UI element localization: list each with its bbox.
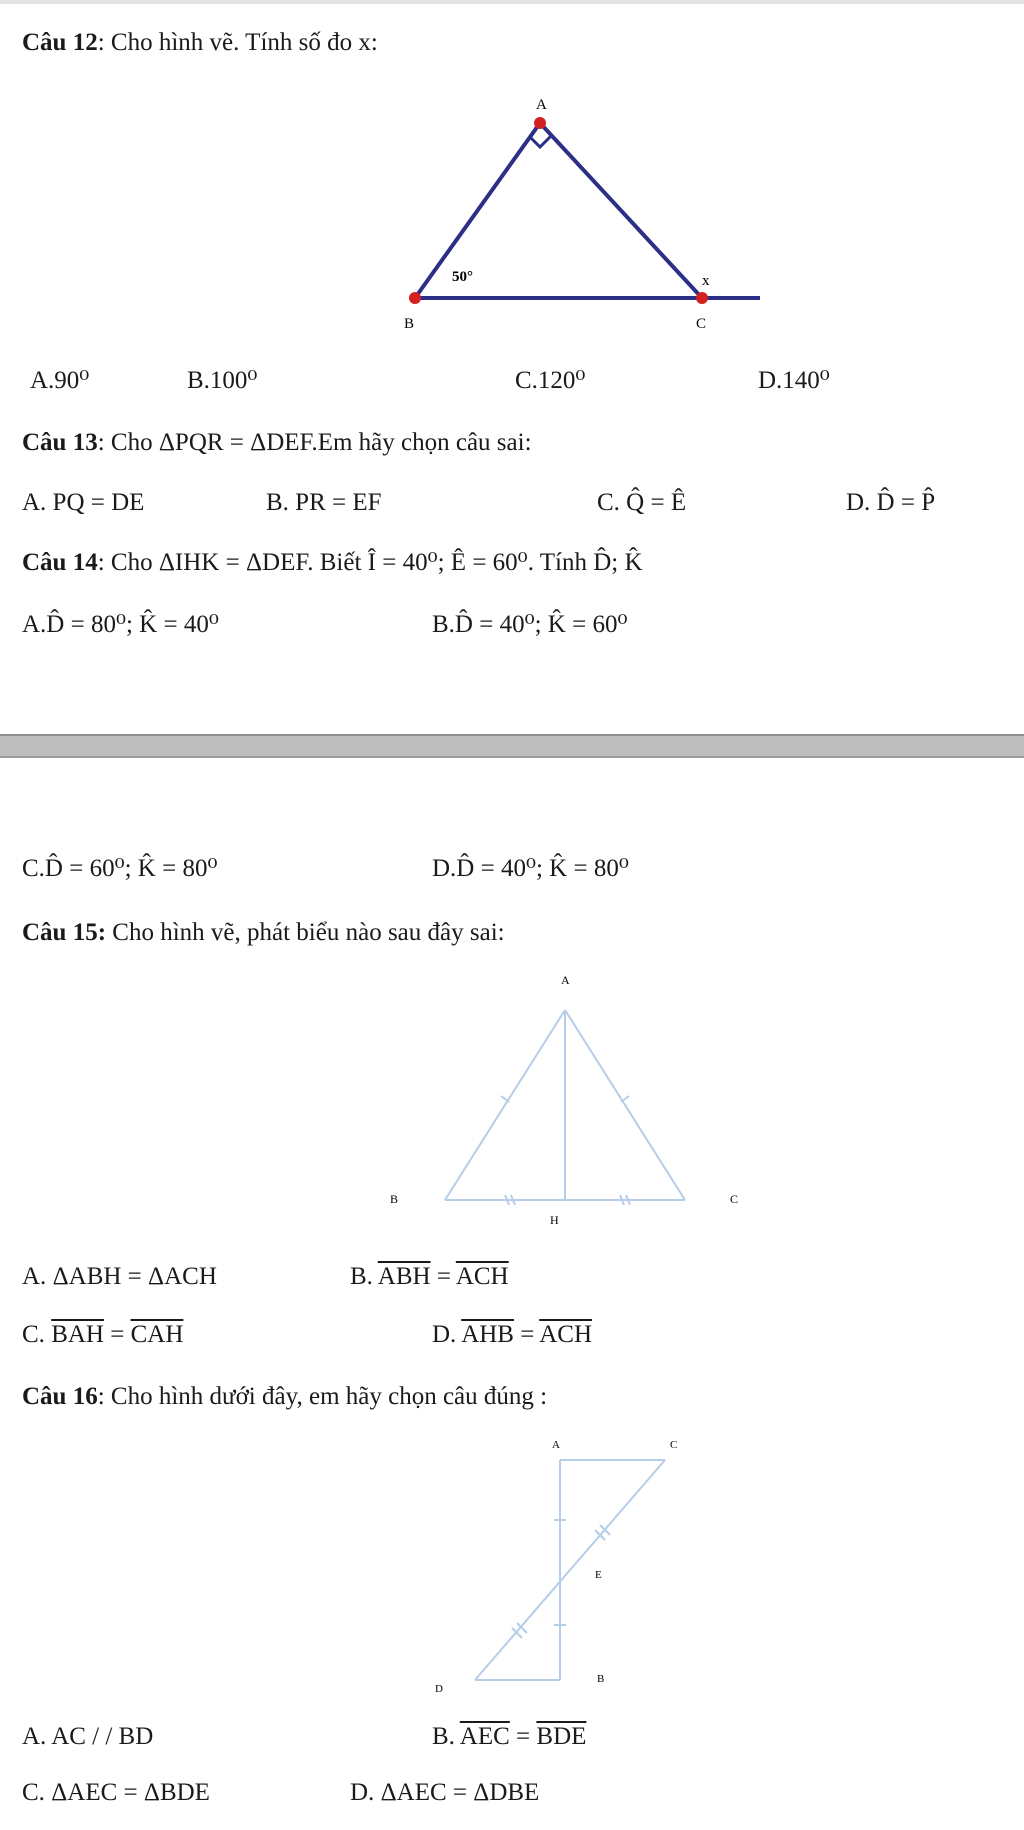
question-16-text: : Cho hình dưới đây, em hãy chọn câu đúng : bbox=[97, 1383, 548, 1410]
q15-option-d-eq: = bbox=[513, 1321, 540, 1348]
q15-option-d bbox=[432, 1320, 592, 1350]
question-12-label: Câu 12 bbox=[22, 29, 98, 56]
q13-option-c: C. Q̂ = Ê bbox=[597, 489, 687, 516]
q15-option-c bbox=[22, 1320, 183, 1350]
vertex-a-label: A bbox=[561, 973, 570, 987]
q12-option-a: A.90⁰ bbox=[30, 367, 90, 394]
q15-option-b-prefix: B. bbox=[350, 1263, 378, 1290]
vertex-b-label: B bbox=[597, 1673, 605, 1685]
vertex-c-label: C bbox=[730, 1192, 739, 1206]
q15-option-d-prefix: D. bbox=[432, 1321, 462, 1348]
figure-q16-diagram bbox=[420, 1430, 700, 1700]
top-edge bbox=[0, 0, 1024, 4]
vertex-b-label: B bbox=[390, 1192, 399, 1206]
q15-option-b-right: $\overline{ACH}$ bbox=[455, 1263, 509, 1290]
figure-q12-triangle bbox=[390, 85, 780, 345]
q16-option-c bbox=[22, 1778, 210, 1808]
question-15 bbox=[22, 918, 505, 948]
page-divider bbox=[0, 734, 1024, 758]
q15-option-a-prefix: A. bbox=[22, 1263, 53, 1290]
q15-option-d-left: $\overline{AHB}$ bbox=[461, 1321, 514, 1348]
q16-option-b-right: $\overline{BDE}$ bbox=[536, 1723, 587, 1750]
q15-option-b-left: $\overline{ABH}$ bbox=[377, 1263, 431, 1290]
vertex-e-label: E bbox=[595, 1569, 602, 1581]
q15-option-d-right: $\overline{ACH}$ bbox=[539, 1321, 593, 1348]
vertex-a-label: A bbox=[552, 1439, 560, 1451]
question-13 bbox=[22, 428, 532, 458]
vertex-c-label: C bbox=[696, 316, 707, 332]
question-14 bbox=[22, 548, 643, 578]
vertex-a-label: A bbox=[536, 97, 547, 113]
q16-option-a bbox=[22, 1722, 153, 1752]
q15-option-b bbox=[350, 1262, 509, 1292]
question-15-text: Cho hình vẽ, phát biểu nào sau đây sai: bbox=[106, 919, 505, 946]
question-12-text: : Cho hình vẽ. Tính số đo x: bbox=[97, 29, 378, 56]
q16-option-c-prefix: C. bbox=[22, 1779, 52, 1806]
angle-b-label: 50° bbox=[452, 269, 473, 285]
question-12 bbox=[22, 28, 378, 58]
q15-option-b-eq: = bbox=[430, 1263, 456, 1290]
q14-option-a: A.D̂ = 80⁰; K̂ = 40⁰ bbox=[22, 611, 219, 638]
vertex-d-label: D bbox=[435, 1683, 443, 1695]
question-16-label: Câu 16 bbox=[22, 1383, 98, 1410]
question-14-text: : Cho ΔIHK = ΔDEF. Biết Î = 40⁰; Ê = 60⁰. Tính D̂; K̂ bbox=[97, 549, 643, 576]
vertex-c-label: C bbox=[670, 1439, 678, 1451]
q15-option-c-prefix: C. bbox=[22, 1321, 52, 1348]
question-15-label: Câu 15: bbox=[22, 919, 107, 946]
figure-q15-triangle bbox=[380, 970, 760, 1230]
q16-option-c-body: ΔAEC = ΔBDE bbox=[51, 1779, 210, 1806]
q16-option-b bbox=[432, 1722, 586, 1752]
q12-option-b: B.100⁰ bbox=[187, 367, 258, 394]
q12-option-d: D.140⁰ bbox=[758, 367, 830, 394]
q15-option-c-eq: = bbox=[103, 1321, 131, 1348]
q16-option-d-body: ΔAEC = ΔDBE bbox=[380, 1779, 540, 1806]
question-13-text: : Cho ΔPQR = ΔDEF.Em hãy chọn câu sai: bbox=[97, 429, 532, 456]
q15-option-a-body: ΔABH = ΔACH bbox=[52, 1263, 217, 1290]
q16-option-d bbox=[350, 1778, 539, 1808]
q14-option-c: C.D̂ = 60⁰; K̂ = 80⁰ bbox=[22, 855, 218, 882]
vertex-b-label: B bbox=[404, 316, 415, 332]
q14-option-d: D.D̂ = 40⁰; K̂ = 80⁰ bbox=[432, 855, 629, 882]
q16-option-a-body: AC / / BD bbox=[51, 1723, 154, 1750]
q12-option-c: C.120⁰ bbox=[515, 367, 586, 394]
q16-option-b-eq: = bbox=[509, 1723, 537, 1750]
question-13-label: Câu 13 bbox=[22, 429, 98, 456]
vertex-h-label: H bbox=[550, 1213, 559, 1227]
q16-option-d-prefix: D. bbox=[350, 1779, 381, 1806]
q13-option-b: B. PR = EF bbox=[266, 489, 382, 516]
q16-option-b-left: $\overline{AEC}$ bbox=[459, 1723, 510, 1750]
q16-option-a-prefix: A. bbox=[22, 1723, 52, 1750]
q14-option-b: B.D̂ = 40⁰; K̂ = 60⁰ bbox=[432, 611, 628, 638]
question-16 bbox=[22, 1382, 547, 1412]
q16-option-b-prefix: B. bbox=[432, 1723, 460, 1750]
angle-x-label: x bbox=[702, 273, 710, 289]
q15-option-c-right: $\overline{CAH}$ bbox=[130, 1321, 184, 1348]
q13-option-a: A. PQ = DE bbox=[22, 489, 145, 516]
q13-option-d: D. D̂ = P̂ bbox=[846, 489, 936, 516]
question-14-label: Câu 14 bbox=[22, 549, 98, 576]
q15-option-c-left: $\overline{BAH}$ bbox=[51, 1321, 104, 1348]
q15-option-a bbox=[22, 1262, 217, 1292]
